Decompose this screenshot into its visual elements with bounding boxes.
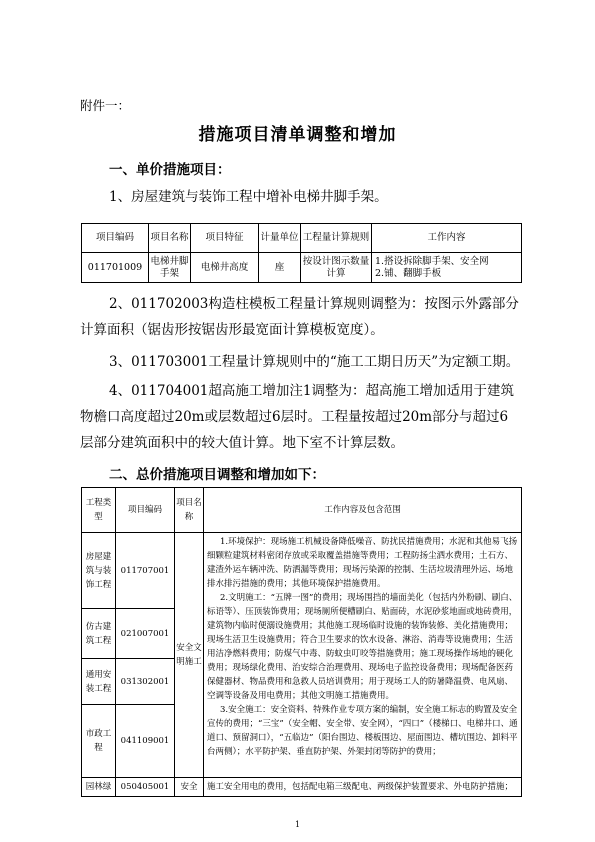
total-measure-table <box>81 487 522 797</box>
section2-heading: 二、总价措施项目调整和增加如下： <box>109 467 325 483</box>
header-scope: 工作内容及包含范围 <box>204 488 522 533</box>
table-header-row <box>82 224 522 253</box>
cell-rule: 按设计图示数量计算 <box>301 253 372 283</box>
header-type: 工程类型 <box>82 488 116 533</box>
cell-unit: 座 <box>259 253 301 283</box>
cell-type: 通用安装工程 <box>82 659 116 705</box>
table-row <box>82 778 522 797</box>
work-line-1: 1.搭设拆除脚手架、安全网 <box>375 255 489 267</box>
cell-code: 021007001 <box>116 609 175 659</box>
cell-scope <box>204 533 522 778</box>
cell-feature: 电梯井高度 <box>191 253 259 283</box>
scope-env: 1.环境保护：现场施工机械设备降低噪音、防扰民措施费用；水泥和其他易飞扬细颗粒建筑材料密闭存放或采取覆盖措施等费用；工程防扬尘洒水费用；土石方、建渣外运车辆冲洗、防洒漏等费用；现场污染源的控制、生活垃圾清理外运、场地排水排污措施的费用；其他环境保护措施费用。 <box>207 537 518 589</box>
header-code: 项目编码 <box>116 488 175 533</box>
header-name: 项目名称 <box>149 224 191 253</box>
cell-code: 031302001 <box>116 659 175 705</box>
section1-item3: 3、011703001工程量计算规则中的“施工工期日历天”为定额工期。 <box>109 354 520 370</box>
cell-type: 市政工程 <box>82 705 116 778</box>
cell-code: 041109001 <box>116 705 175 778</box>
table-row <box>82 533 522 609</box>
cell-merged-name: 安全文明施工 <box>175 533 204 778</box>
work-line-2: 2.铺、翻脚手板 <box>375 267 442 279</box>
attachment-label: 附件一： <box>80 98 131 113</box>
section1-item1: 1、房屋建筑与装饰工程中增补电梯井脚手架。 <box>109 189 388 205</box>
scope-safety: 3.安全施工：安全资料、特殊作业专项方案的编制，安全施工标志的购置及安全宣传的费用；“三宝”（安全帽、安全带、安全网），“四口”（楼梯口、电梯井口、通道口、预留洞口），“五临边”（阳台围边、楼板围边、屋面围边、槽坑围边、卸料平台两侧）；水平防护架、垂直防护架、外架封闭等防护的费用； <box>207 705 518 757</box>
cell-type: 园林绿 <box>82 778 116 797</box>
cell-type: 房屋建筑与装饰工程 <box>82 533 116 609</box>
table-row <box>82 253 522 283</box>
table-header-row <box>82 488 522 533</box>
cell-code: 011707001 <box>116 533 175 609</box>
header-feature: 项目特征 <box>191 224 259 253</box>
cell-code: 050405001 <box>116 778 175 797</box>
page-title: 措施项目清单调整和增加 <box>198 125 397 145</box>
section1-item4: 4、011704001超高施工增加注1调整为：超高施工增加适用于建筑物檐口高度超过20m或层数超过6层时。工程量按超过20m部分与超过6层部分建筑面积中的较大值计算。地下室不计算层数。 <box>80 383 514 451</box>
cell-code: 011701009 <box>82 253 149 283</box>
header-work: 工作内容 <box>372 224 522 253</box>
scope-civil: 2.文明施工：“五牌一图”的费用；现场围挡的墙面美化（包括内外粉刷、刷白、标语等）、压顶装饰费用；现场厕所便槽刷白、贴面砖，水泥砂浆地面或地砖费用，建筑物内临时便溺设施费用；其他施工现场临时设施的装饰装修、美化措施费用；现场生活卫生设施费用；符合卫生要求的饮水设备、淋浴、消毒等设施费用；生活用洁净燃料费用；防煤气中毒、防蚊虫叮咬等措施费用；施工现场操作场地的硬化费用；现场绿化费用、治安综合治理费用、现场电子监控设备费用；现场配备医药保健器材、物品费用和急救人员培训费用；用于现场工人的防暑降温费、电风扇、空调等设备及用电费用；其他文明施工措施费用。 <box>207 593 518 701</box>
section1-item2: 2、011702003构造柱模板工程量计算规则调整为：按图示外露部分计算面积（锯齿形按锯齿形最宽面计算模板宽度）。 <box>80 296 519 338</box>
cell-name: 安全 <box>175 778 204 797</box>
cell-type: 仿古建筑工程 <box>82 609 116 659</box>
section1-heading: 一、单价措施项目： <box>109 162 231 178</box>
cell-scope: 施工安全用电的费用，包括配电箱三级配电、两级保护装置要求、外电防护措施； <box>204 778 522 797</box>
header-code: 项目编码 <box>82 224 149 253</box>
page-number: 1 <box>294 820 301 829</box>
cell-work <box>372 253 522 283</box>
header-name: 项目名称 <box>175 488 204 533</box>
header-unit: 计量单位 <box>259 224 301 253</box>
cell-name: 电梯井脚手架 <box>149 253 191 283</box>
unit-measure-table <box>81 223 522 283</box>
header-rule: 工程量计算规则 <box>301 224 372 253</box>
